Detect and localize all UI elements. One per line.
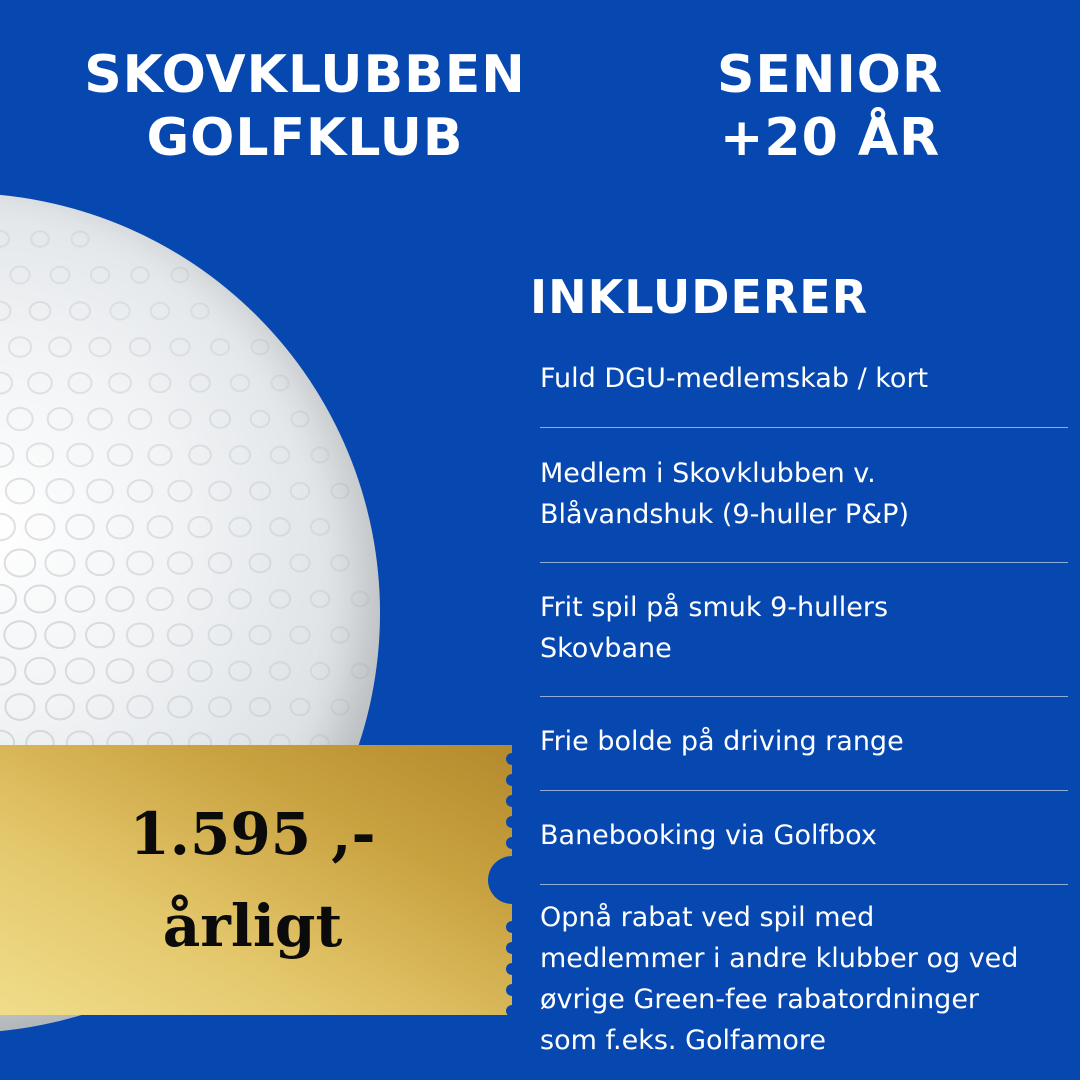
feature-text: Frie bolde på driving range bbox=[540, 726, 904, 757]
feature-list bbox=[540, 358, 1068, 1061]
feature-item bbox=[540, 563, 1068, 697]
feature-text: øvrige Green-fee rabatordninger bbox=[540, 984, 980, 1015]
feature-text: medlemmer i andre klubber og ved bbox=[540, 943, 1019, 974]
membership-tier-line-2: +20 ÅR bbox=[719, 108, 941, 168]
feature-text: Blåvandshuk (9-huller P&P) bbox=[540, 499, 909, 530]
feature-item bbox=[540, 428, 1068, 563]
feature-text: Skovbane bbox=[540, 633, 672, 664]
membership-tier-line-1: SENIOR bbox=[716, 45, 944, 105]
club-name-line-2: GOLFKLUB bbox=[146, 108, 464, 168]
price-ticket bbox=[0, 745, 520, 1015]
membership-tier bbox=[660, 44, 1000, 170]
feature-item bbox=[540, 358, 1068, 428]
club-name bbox=[40, 44, 570, 170]
feature-text: Medlem i Skovklubben v. bbox=[540, 458, 876, 489]
feature-text: Frit spil på smuk 9-hullers bbox=[540, 592, 889, 623]
feature-text: Opnå rabat ved spil med bbox=[540, 902, 875, 933]
feature-item bbox=[540, 885, 1068, 1061]
feature-item bbox=[540, 791, 1068, 885]
feature-item bbox=[540, 697, 1068, 791]
price-amount: 1.595 ,- bbox=[129, 800, 376, 868]
feature-text: Banebooking via Golfbox bbox=[540, 820, 877, 851]
feature-text: Fuld DGU-medlemskab / kort bbox=[540, 363, 929, 394]
price-block bbox=[0, 745, 505, 1015]
feature-text: som f.eks. Golfamore bbox=[540, 1025, 827, 1056]
club-name-line-1: SKOVKLUBBEN bbox=[84, 45, 526, 105]
price-period: årligt bbox=[162, 892, 343, 960]
includes-heading: INKLUDERER bbox=[530, 270, 869, 324]
